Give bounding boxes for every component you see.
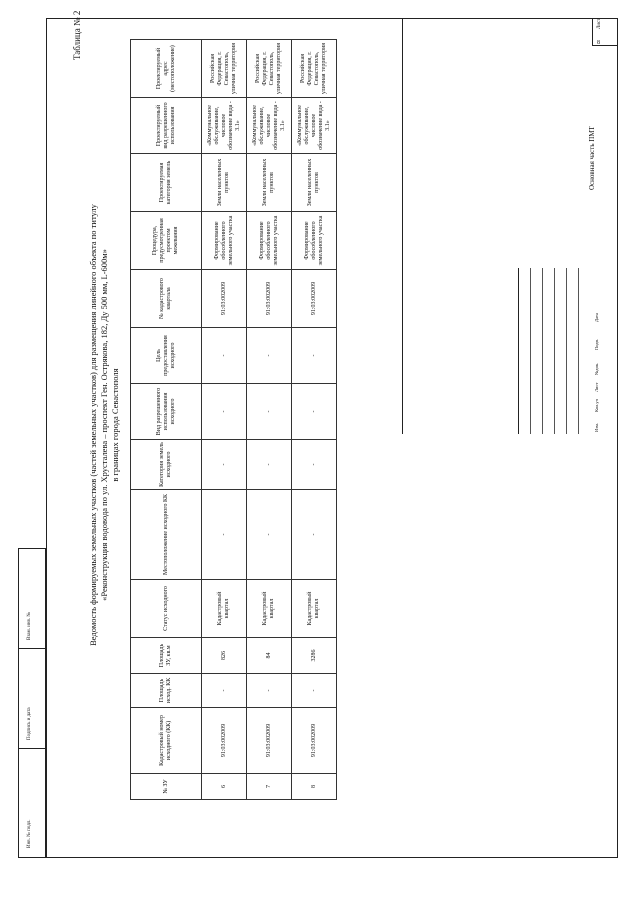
land-plots-table	[130, 39, 337, 800]
revision-label: №док.	[594, 362, 599, 375]
table-cell: -	[202, 384, 247, 440]
revision-col-line	[554, 268, 555, 434]
column-header: Площадь исход. КК	[131, 674, 202, 708]
table-cell: Земли населенных пунктов	[247, 154, 292, 212]
revision-label: Изм.	[594, 423, 599, 432]
table-cell: Российская Федерация, г. Севастополь, уличная территория	[202, 40, 247, 98]
revision-col-line	[566, 268, 567, 434]
table-cell: Земли населенных пунктов	[292, 154, 337, 212]
column-header: Вид разрешенного использования исходного	[131, 384, 202, 440]
table-cell: -	[247, 440, 292, 490]
table-cell: 3286	[292, 638, 337, 674]
table-cell: Формирование обособленного земельного участка	[202, 212, 247, 270]
strip-label-replacement: Взам. инв. №	[27, 611, 32, 640]
table-cell: Кадастровый квартал	[247, 580, 292, 638]
table-number: Таблица № 2	[72, 10, 82, 60]
sheet-label: Лист	[597, 18, 602, 29]
table-cell: -	[292, 440, 337, 490]
table-cell: -	[202, 328, 247, 384]
revision-label: Дата	[594, 313, 599, 322]
table-cell: 91:03:002009	[247, 270, 292, 328]
strip-divider	[18, 648, 46, 649]
table-cell: Земли населенных пунктов	[202, 154, 247, 212]
table-row	[292, 40, 337, 800]
table-cell: -	[202, 440, 247, 490]
table-cell: 8	[292, 774, 337, 800]
table-cell: -	[292, 674, 337, 708]
table-cell: 91:03:002009	[292, 270, 337, 328]
heading-line-1: Ведомость формируемых земельных участков (частей земельных участков) для размещения линейного объекта по титулу	[88, 204, 98, 646]
heading-line-3: в границах города Севастополя	[110, 368, 120, 482]
column-header: Местоположение исходного КК	[131, 490, 202, 580]
table-cell: -	[292, 490, 337, 580]
revision-label: Кол.уч	[594, 399, 599, 412]
table-row	[202, 40, 247, 800]
document-heading	[88, 20, 121, 830]
column-header: Процедура, предусмотренная проектом межевания	[131, 212, 202, 270]
table-cell: 91:03:002009	[202, 270, 247, 328]
sheet-number-cell	[592, 18, 617, 46]
column-header: Кадастровый номер исходного (КК)	[131, 708, 202, 774]
column-header: Цель предоставления исходного	[131, 328, 202, 384]
column-header: Категория земель исходного	[131, 440, 202, 490]
table-header-row	[131, 40, 202, 800]
table-row	[247, 40, 292, 800]
revision-col-line	[530, 268, 531, 434]
table-cell: «Коммунальное обслуживание, числовое обозначение вида - 3.1»	[247, 98, 292, 154]
table-cell: 84	[247, 638, 292, 674]
table-cell: «Коммунальное обслуживание, числовое обозначение вида - 3.1»	[202, 98, 247, 154]
strip-label-inventory: Инв. № подл.	[27, 819, 32, 848]
column-header: Площадь ЗУ, кв.м	[131, 638, 202, 674]
column-header: Проектируемый вид разрешенного использования	[131, 98, 202, 154]
table-cell: Формирование обособленного земельного участка	[292, 212, 337, 270]
table-cell: 91:03:002009	[202, 708, 247, 774]
strip-label-signature: Подпись и дата	[27, 707, 32, 740]
table-cell: -	[247, 328, 292, 384]
stamp-title: Основная часть ПМТ	[588, 126, 596, 190]
column-header: Проектируемый адрес (местоположение)	[131, 40, 202, 98]
table-cell: 91:03:002009	[247, 708, 292, 774]
table-cell: -	[247, 674, 292, 708]
binding-strip	[18, 548, 46, 858]
sheet-number: 8	[597, 40, 600, 46]
table-cell: 6	[202, 774, 247, 800]
table-cell: -	[247, 384, 292, 440]
table-cell: -	[247, 490, 292, 580]
table-cell: Формирование обособленного земельного участка	[247, 212, 292, 270]
column-header: № кадастрового квартала	[131, 270, 202, 328]
strip-divider	[18, 748, 46, 749]
column-header: Статус исходного	[131, 580, 202, 638]
revision-label: Лист	[594, 382, 599, 392]
table-cell: -	[202, 490, 247, 580]
table-cell: Российская Федерация, г. Севастополь, уличная территория	[292, 40, 337, 98]
revision-label: Подп.	[594, 338, 599, 350]
column-header: № ЗУ	[131, 774, 202, 800]
table-cell: 7	[247, 774, 292, 800]
table-cell: Кадастровый квартал	[292, 580, 337, 638]
column-header: Проектируемая категория земель	[131, 154, 202, 212]
table-cell: -	[292, 384, 337, 440]
table-cell: 91:03:002009	[292, 708, 337, 774]
heading-line-2: «Реконструкция водовода по ул. Хрусталева – проспект Ген. Острякова, 182, Ду 500 мм, L-600м»	[99, 249, 109, 601]
table-cell: -	[202, 674, 247, 708]
table-cell: Российская Федерация, г. Севастополь, уличная территория	[247, 40, 292, 98]
table-cell: -	[292, 328, 337, 384]
table-cell: «Коммунальное обслуживание, числовое обозначение вида - 3.1»	[292, 98, 337, 154]
revision-col-line	[542, 268, 543, 434]
table-cell: 826	[202, 638, 247, 674]
revision-col-line	[578, 268, 579, 434]
table-cell: Кадастровый квартал	[202, 580, 247, 638]
